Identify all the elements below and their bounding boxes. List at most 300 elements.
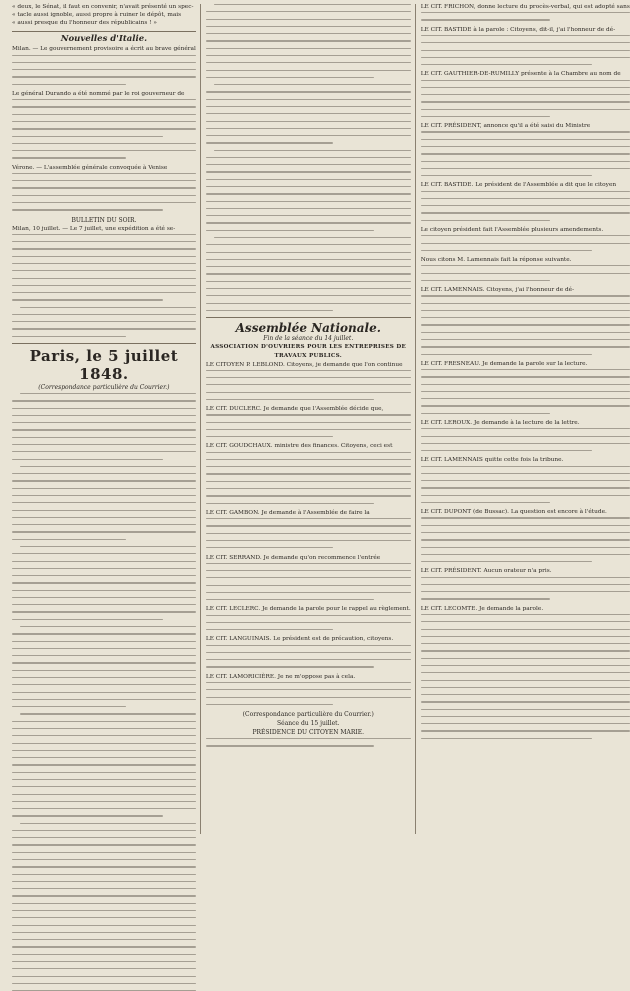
text-line: [12, 517, 196, 518]
text-line: [206, 738, 411, 739]
text-line: [421, 450, 592, 451]
speech-languinais: LE CIT. LANGUINAIS. Le président est de précaution, citoyens.: [205, 636, 394, 643]
assembly-presidency: PRÉSIDENCE DU CITOYEN MARIE.: [252, 729, 365, 737]
text-line: [12, 128, 196, 129]
speech-leblond: LE CITOYEN P. LEBLOND. Citoyens, je demande que l'on continue: [205, 361, 403, 368]
italy-paragraph-durando: Le général Durando a été nommé par le roi gouverneur de: [12, 90, 185, 97]
text-line: [12, 415, 196, 416]
text-line: [12, 670, 196, 671]
text-line: [421, 346, 630, 347]
text-line: [12, 611, 196, 612]
text-line: [12, 597, 196, 598]
text-line: [206, 142, 333, 143]
text-line: [12, 932, 196, 933]
speech-president-2: LE CIT. PRÉSIDENT. Aucun orateur n'a pris.: [420, 568, 552, 575]
text-line: [206, 466, 411, 467]
text-line: [421, 694, 630, 695]
text-line: [206, 164, 411, 165]
text-line: [206, 704, 333, 705]
assembly-session-date: Séance du 15 juillet.: [277, 720, 340, 728]
text-line: [421, 101, 630, 102]
text-line: [12, 150, 196, 151]
text-line: [421, 339, 630, 340]
text-line: [206, 689, 411, 690]
text-line: [12, 495, 196, 496]
text-line: [206, 563, 411, 564]
assembly-title: Assemblée Nationale.: [235, 321, 381, 336]
text-line: [206, 422, 411, 423]
text-line: [206, 128, 411, 129]
text-line: [214, 237, 411, 238]
text-line: [206, 577, 411, 578]
text-line: [206, 215, 411, 216]
text-line: [206, 11, 411, 12]
text-line: [206, 19, 411, 20]
text-line: [421, 324, 630, 325]
divider: [12, 343, 196, 344]
text-line: [12, 743, 196, 744]
text-line: [12, 954, 196, 955]
text-line: [421, 561, 592, 562]
text-line: [421, 376, 630, 377]
text-line: [421, 525, 630, 526]
text-line: [206, 540, 411, 541]
text-line: [12, 488, 196, 489]
text-line: [206, 99, 411, 100]
text-line: [12, 285, 196, 286]
text-line: [421, 621, 630, 622]
text-line: [206, 179, 411, 180]
text-line: [206, 157, 411, 158]
text-line: [206, 201, 411, 202]
text-line: [12, 976, 196, 977]
text-line: [12, 939, 196, 940]
text-line: [206, 48, 411, 49]
text-line: [12, 692, 196, 693]
text-line: [206, 377, 411, 378]
text-line: [12, 143, 196, 144]
text-line: [206, 135, 411, 136]
text-line: [206, 399, 374, 400]
text-line: [12, 772, 196, 773]
text-line: [421, 436, 630, 437]
text-line: [20, 307, 196, 308]
text-line: [12, 590, 196, 591]
assembly-correspondence: (Correspondance particulière du Courrier.): [242, 711, 374, 719]
text-line: [12, 202, 196, 203]
text-line: [421, 168, 630, 169]
text-line: [20, 546, 196, 547]
text-line: [12, 895, 196, 896]
text-line: [206, 106, 411, 107]
text-line: [421, 672, 630, 673]
text-line: [12, 837, 196, 838]
text-line: [421, 50, 630, 51]
text-line: [421, 716, 630, 717]
text-line: [12, 114, 196, 115]
text-line: [421, 265, 630, 266]
text-line: [421, 384, 630, 385]
text-line: [12, 881, 196, 882]
text-line: [12, 314, 196, 315]
text-line: [12, 903, 196, 904]
text-line: [421, 614, 630, 615]
text-line: [421, 332, 630, 333]
text-line: [12, 917, 196, 918]
text-line: [421, 487, 630, 488]
text-line: [12, 473, 196, 474]
text-line: [421, 87, 630, 88]
text-line: [12, 721, 196, 722]
speech-fresneau: LE CIT. FRESNEAU. Je demande la parole sur la lecture.: [420, 360, 588, 367]
speech-frichon: LE CIT. FRICHON, donne lecture du procès-verbal, qui est adopté sans: [420, 4, 630, 10]
text-line: [421, 303, 630, 304]
text-line: [421, 317, 630, 318]
text-line: [12, 510, 196, 511]
text-line: [214, 84, 411, 85]
assembly-heading-2: TRAVAUX PUBLICS.: [274, 352, 343, 359]
middle-column: [206, 4, 411, 834]
italy-bulletin: BULLETIN DU SOIR.: [71, 216, 137, 224]
text-line: [12, 561, 196, 562]
text-line: [12, 263, 196, 264]
text-line: [421, 161, 630, 162]
speech-lamoriciere: LE CIT. LAMORICIÈRE. Je ne m'oppose pas à cela.: [205, 673, 356, 680]
text-line: [206, 585, 411, 586]
text-line: [12, 241, 196, 242]
text-line: [12, 757, 196, 758]
text-line: [12, 444, 196, 445]
text-line: [12, 801, 196, 802]
text-line: [421, 650, 630, 651]
intro-line-1: « deux, le Sénat, il faut en convenir, n'avait présenté un spec-: [12, 4, 194, 10]
text-line: [12, 187, 196, 188]
text-line: [206, 288, 411, 289]
text-line: [421, 658, 630, 659]
speech-president-1: LE CIT. PRÉSIDENT, annonce qu'il a été saisi du Ministre: [420, 123, 591, 130]
text-line: [12, 292, 196, 293]
text-line: [20, 466, 196, 467]
text-line: [20, 626, 196, 627]
text-line: [421, 273, 630, 274]
text-line: [206, 525, 411, 526]
text-line: [12, 633, 196, 634]
text-line: [421, 295, 630, 296]
text-line: [421, 730, 630, 731]
text-line: [421, 495, 630, 496]
text-line: [206, 121, 411, 122]
text-line: [206, 495, 411, 496]
text-line: [421, 153, 630, 154]
text-line: [421, 391, 630, 392]
text-line: [421, 12, 630, 13]
text-line: [206, 273, 411, 274]
text-line: [206, 266, 411, 267]
text-line: [12, 336, 126, 337]
text-line: [421, 502, 551, 503]
text-line: [206, 392, 411, 393]
text-line: [421, 235, 630, 236]
text-line: [421, 709, 630, 710]
text-line: [206, 473, 411, 474]
text-line: [12, 677, 196, 678]
assembly-heading-1: ASSOCIATION D'OUVRIERS POUR LES ENTREPRISES DE: [210, 344, 407, 351]
text-line: [206, 91, 411, 92]
text-line: [206, 452, 411, 453]
text-line: [206, 666, 374, 667]
text-line: [421, 212, 630, 213]
speech-serrand: LE CIT. SERRAND. Je demande qu'on recommence l'entrée: [205, 554, 381, 561]
italy-paragraph-milan-10: Milan, 10 juillet. — Le 7 juillet, une expédition a été se-: [12, 225, 176, 232]
text-line: [12, 553, 196, 554]
text-line: [12, 706, 126, 707]
italy-paragraph-milan: Milan. — Le gouvernement provisoire a écrit au brave général: [12, 46, 196, 53]
text-line: [12, 321, 196, 322]
text-line: [206, 303, 411, 304]
text-line: [12, 662, 196, 663]
text-line: [12, 779, 196, 780]
text-line: [421, 139, 630, 140]
text-line: [421, 35, 630, 36]
text-line: [12, 451, 196, 452]
text-line: [421, 198, 630, 199]
text-line: [12, 195, 196, 196]
text-line: [12, 539, 126, 540]
text-line: [206, 518, 411, 519]
text-line: [12, 524, 196, 525]
text-line: [421, 723, 630, 724]
text-line: [206, 459, 411, 460]
text-line: [12, 866, 196, 867]
speech-gambon: LE CIT. GAMBON. Je demande à l'Assemblée de faire la: [205, 509, 370, 516]
text-line: [206, 281, 411, 282]
text-line: [206, 77, 374, 78]
text-line: [12, 764, 196, 765]
text-line: [421, 473, 630, 474]
text-line: [206, 62, 411, 63]
text-line: [421, 539, 630, 540]
text-line: [214, 4, 411, 5]
speech-leroux: LE CIT. LEROUX. Je demande à la lecture de la lettre.: [420, 420, 580, 427]
text-line: [421, 205, 630, 206]
speech-goudchaux: LE CIT. GOUDCHAUX. ministre des finances. Citoyens, ceci est: [205, 443, 393, 450]
text-line: [12, 180, 196, 181]
text-line: [421, 146, 630, 147]
italy-paragraph-verona: Vérone. — L'assemblée générale convoquée à Venise: [12, 164, 168, 171]
text-line: [12, 859, 196, 860]
text-line: [12, 961, 196, 962]
assembly-subtitle: Fin de la séance du 14 juillet.: [263, 335, 354, 343]
text-line: [421, 738, 592, 739]
text-line: [421, 175, 592, 176]
text-line: [12, 106, 196, 107]
text-line: [206, 295, 411, 296]
text-line: [421, 398, 630, 399]
text-line: [421, 466, 630, 467]
text-line: [421, 116, 551, 117]
paris-subtitle: (Correspondance particulière du Courrier.): [38, 384, 170, 392]
text-line: [421, 443, 630, 444]
speech-bastide: LE CIT. BASTIDE à la parole : Citoyens, dit-il, j'ai l'honneur de dé-: [420, 26, 616, 33]
text-line: [12, 62, 196, 63]
text-line: [206, 40, 411, 41]
text-line: [421, 405, 630, 406]
text-line: [421, 42, 630, 43]
text-line: [206, 615, 411, 616]
text-line: [421, 591, 630, 592]
text-line: [12, 69, 196, 70]
text-line: [214, 150, 411, 151]
text-line: [12, 844, 196, 845]
text-line: [206, 252, 411, 253]
text-line: [12, 699, 196, 700]
intro-line-2: « tacle aussi ignoble, aussi propre à ruiner le dépôt, mais: [12, 12, 182, 19]
speech-lamennais-2: LE CIT. LAMENNAIS quitte cette fois la tribune.: [420, 457, 564, 464]
text-line: [12, 480, 196, 481]
text-line: [12, 459, 163, 460]
text-line: [206, 481, 411, 482]
text-line: [12, 422, 196, 423]
text-line: [206, 186, 411, 187]
intro-line-3: « aussi presque du l'honneur des républicains ! »: [12, 20, 157, 27]
text-line: [12, 299, 163, 300]
speech-lamennais-intro: Nous citons M. Lamennais fait la réponse suivante.: [420, 257, 572, 264]
text-line: [421, 517, 630, 518]
text-line: [421, 191, 630, 192]
text-line: [12, 575, 196, 576]
speech-gauthier: LE CIT. GAUTHIER-DE-RUMILLY présente à la Chambre au nom de: [420, 71, 621, 78]
text-line: [206, 208, 411, 209]
text-line: [421, 94, 630, 95]
text-line: [12, 136, 163, 137]
text-line: [12, 209, 163, 210]
text-line: [12, 278, 196, 279]
divider: [206, 317, 411, 318]
text-line: [206, 222, 411, 223]
text-line: [206, 384, 411, 385]
text-line: [421, 109, 630, 110]
text-line: [206, 599, 374, 600]
text-line: [12, 888, 196, 889]
text-line: [206, 503, 374, 504]
text-line: [12, 568, 196, 569]
text-line: [421, 354, 592, 355]
text-line: [12, 983, 196, 984]
text-line: [12, 437, 196, 438]
speech-bastide-2: LE CIT. BASTIDE. Le président de l'Assemblée a dit que le citoyen: [420, 182, 617, 189]
text-line: [12, 750, 196, 751]
text-line: [421, 369, 630, 370]
speech-lamennais: LE CIT. LAMENNAIS. Citoyens, j'ai l'honneur de dé-: [420, 287, 575, 294]
text-line: [421, 532, 630, 533]
text-line: [12, 786, 196, 787]
text-line: [206, 310, 333, 311]
text-line: [12, 400, 196, 401]
text-line: [206, 414, 411, 415]
text-line: [206, 429, 411, 430]
text-line: [12, 641, 196, 642]
right-column: [421, 4, 630, 834]
text-line: [12, 55, 196, 56]
text-line: [206, 745, 374, 746]
text-line: [421, 220, 551, 221]
text-line: [12, 502, 196, 503]
text-line: [206, 659, 411, 660]
text-line: [206, 370, 411, 371]
text-line: [421, 680, 630, 681]
text-line: [421, 598, 551, 599]
text-line: [421, 701, 630, 702]
text-line: [421, 413, 551, 414]
text-line: [12, 270, 196, 271]
text-line: [421, 310, 630, 311]
text-line: [12, 728, 196, 729]
text-line: [421, 243, 630, 244]
text-line: [12, 582, 196, 583]
text-line: [206, 570, 411, 571]
text-line: [12, 248, 196, 249]
text-line: [12, 256, 196, 257]
text-line: [12, 830, 196, 831]
text-line: [206, 682, 411, 683]
text-line: [206, 652, 411, 653]
text-line: [206, 244, 411, 245]
paris-title: Paris, le 5 juillet 1848.: [29, 347, 179, 384]
text-line: [206, 55, 411, 56]
text-line: [12, 531, 196, 532]
text-line: [421, 428, 630, 429]
left-column: [12, 4, 196, 834]
text-line: [12, 429, 196, 430]
italy-heading: Nouvelles d'Italie.: [60, 33, 148, 44]
text-line: [206, 259, 411, 260]
text-line: [12, 808, 196, 809]
text-line: [20, 393, 196, 394]
speech-dupont: LE CIT. DUPONT (de Bussac). La question est encore à l'étude.: [420, 509, 607, 516]
text-line: [12, 648, 196, 649]
text-line: [206, 622, 411, 623]
text-line: [12, 234, 196, 235]
text-line: [421, 554, 630, 555]
text-line: [206, 697, 411, 698]
text-line: [12, 925, 196, 926]
text-line: [206, 533, 411, 534]
text-line: [421, 80, 630, 81]
text-line: [206, 113, 411, 114]
speech-duclerc: LE CIT. DUCLERC. Je demande que l'Assemblée décide que,: [205, 406, 384, 413]
text-line: [12, 619, 163, 620]
text-line: [12, 408, 196, 409]
divider: [12, 31, 196, 32]
text-line: [421, 19, 551, 20]
text-line: [12, 968, 196, 969]
text-line: [206, 230, 374, 231]
text-line: [421, 643, 630, 644]
text-line: [421, 280, 551, 281]
text-line: [421, 636, 630, 637]
text-line: [12, 173, 196, 174]
text-line: [12, 655, 196, 656]
text-line: [421, 577, 630, 578]
speech-amendments: Le citoyen président fait l'Assemblée plusieurs amendements.: [420, 227, 604, 234]
text-line: [206, 436, 333, 437]
text-line: [206, 171, 411, 172]
text-line: [421, 64, 592, 65]
text-line: [12, 852, 196, 853]
text-line: [206, 488, 411, 489]
text-line: [12, 910, 196, 911]
text-line: [421, 547, 630, 548]
